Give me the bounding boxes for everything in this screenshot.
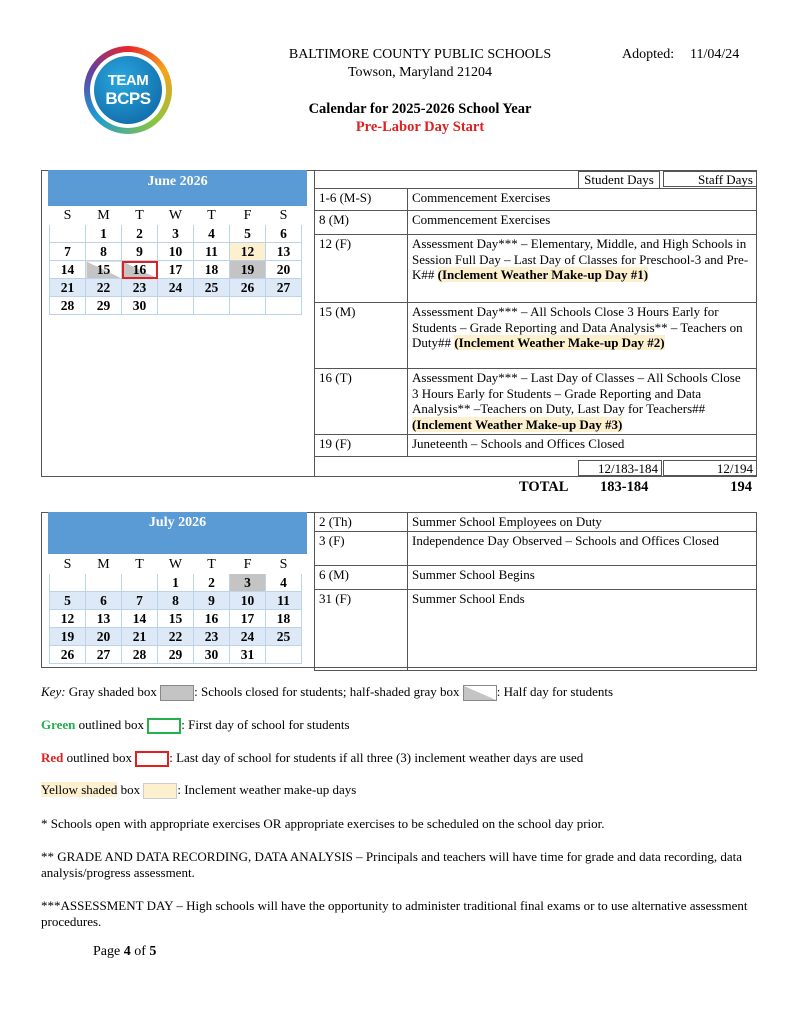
weekday-header: F bbox=[230, 207, 266, 225]
calendar-day-makeup: 12 bbox=[230, 243, 266, 261]
total-staff-days: 194 bbox=[730, 479, 752, 495]
calendar-day: 13 bbox=[266, 243, 302, 261]
event-text: Commencement Exercises bbox=[408, 189, 757, 211]
calendar-day: 10 bbox=[158, 243, 194, 261]
note-triple-asterisk: ***ASSESSMENT DAY – High schools will have the opportunity to administer traditional final exams or to use alternative assessment procedures. bbox=[41, 898, 748, 929]
calendar-day: 23 bbox=[194, 628, 230, 646]
july-month-title: July 2026 bbox=[48, 512, 307, 554]
calendar-day: 21 bbox=[122, 628, 158, 646]
event-text-body: Assessment Day*** – Elementary, Middle, and High Schools in Session Full Day – Last Day of Classes for Preschool-3 and Pre-K## bbox=[412, 236, 749, 282]
event-text-body: Assessment Day*** – Last Day of Classes – All Schools Close 3 Hours Early for Students – Grade Reporting and Data Analysis** –Teachers on Duty, Last Day for Teachers## bbox=[412, 370, 741, 416]
calendar-day bbox=[230, 297, 266, 315]
calendar-day: 25 bbox=[194, 279, 230, 297]
calendar-day: 17 bbox=[158, 261, 194, 279]
event-date: 1-6 (M-S) bbox=[315, 189, 408, 211]
calendar-day: 4 bbox=[266, 574, 302, 592]
calendar-day: 30 bbox=[122, 297, 158, 315]
calendar-day-closed: 19 bbox=[230, 261, 266, 279]
page-total: 5 bbox=[149, 944, 157, 959]
calendar-day: 6 bbox=[266, 225, 302, 243]
calendar-day: 16 bbox=[194, 610, 230, 628]
yellow-swatch bbox=[143, 783, 177, 799]
note-single-asterisk: * Schools open with appropriate exercises OR appropriate exercises to be scheduled on the school day prior. bbox=[41, 816, 605, 831]
july-calendar-grid bbox=[49, 555, 302, 664]
key-green-row bbox=[41, 717, 350, 734]
calendar-day bbox=[122, 574, 158, 592]
makeup-highlight: (Inclement Weather Make-up Day #3) bbox=[412, 416, 623, 432]
page-of: of bbox=[134, 944, 146, 959]
calendar-day: 24 bbox=[230, 628, 266, 646]
calendar-day: 3 bbox=[158, 225, 194, 243]
calendar-title: Calendar for 2025-2026 School Year bbox=[308, 101, 532, 117]
calendar-day: 19 bbox=[50, 628, 86, 646]
weekday-header: M bbox=[86, 556, 122, 574]
total-student-days: 183-184 bbox=[600, 479, 649, 495]
key-yellow-row bbox=[41, 782, 356, 799]
event-text: Summer School Begins bbox=[408, 565, 757, 589]
makeup-highlight: (Inclement Weather Make-up Day #2) bbox=[454, 335, 665, 350]
event-text: Juneteenth – Schools and Offices Closed bbox=[408, 435, 757, 457]
event-date: 2 (Th) bbox=[315, 513, 408, 532]
calendar-day: 17 bbox=[230, 610, 266, 628]
calendar-day: 9 bbox=[122, 243, 158, 261]
calendar-day bbox=[194, 297, 230, 315]
key-yellow-desc: : Inclement weather make-up days bbox=[177, 782, 357, 797]
weekday-header: T bbox=[194, 207, 230, 225]
weekday-header: W bbox=[158, 207, 194, 225]
event-text bbox=[408, 303, 757, 369]
calendar-day bbox=[86, 574, 122, 592]
calendar-day: 24 bbox=[158, 279, 194, 297]
event-date: 19 (F) bbox=[315, 435, 408, 457]
event-date: 6 (M) bbox=[315, 565, 408, 589]
org-city: Towson, Maryland 21204 bbox=[347, 65, 493, 80]
june-calendar-grid bbox=[49, 206, 302, 315]
weekday-header: S bbox=[50, 556, 86, 574]
key-yellow-word: Yellow shaded bbox=[41, 782, 118, 797]
calendar-day: 27 bbox=[86, 646, 122, 664]
calendar-day: 18 bbox=[194, 261, 230, 279]
org-name: BALTIMORE COUNTY PUBLIC SCHOOLS bbox=[288, 47, 552, 62]
calendar-day: 10 bbox=[230, 592, 266, 610]
calendar-day: 23 bbox=[122, 279, 158, 297]
key-red-desc: : Last day of school for students if all three (3) inclement weather days are used bbox=[169, 750, 584, 765]
event-date: 3 (F) bbox=[315, 531, 408, 565]
calendar-day: 28 bbox=[122, 646, 158, 664]
calendar-day: 13 bbox=[86, 610, 122, 628]
weekday-header: S bbox=[266, 207, 302, 225]
calendar-day: 25 bbox=[266, 628, 302, 646]
makeup-highlight: (Inclement Weather Make-up Day #1) bbox=[437, 267, 649, 282]
calendar-day: 26 bbox=[50, 646, 86, 664]
key-yellow-text: box bbox=[117, 782, 141, 797]
event-date: 8 (M) bbox=[315, 211, 408, 235]
student-days-header: Student Days bbox=[578, 171, 660, 189]
june-month-title: June 2026 bbox=[48, 170, 307, 206]
calendar-day: 11 bbox=[266, 592, 302, 610]
july-events-table bbox=[314, 512, 757, 671]
key-label: Key: bbox=[41, 684, 66, 699]
adopted-label: Adopted: bbox=[622, 47, 675, 62]
calendar-day: 1 bbox=[158, 574, 194, 592]
weekday-header: M bbox=[86, 207, 122, 225]
calendar-day: 8 bbox=[158, 592, 194, 610]
calendar-day: 6 bbox=[86, 592, 122, 610]
weekday-header: T bbox=[122, 207, 158, 225]
event-date: 15 (M) bbox=[315, 303, 408, 369]
event-text-body: Assessment Day*** – All Schools Close 3 Hours Early for Students – Grade Reporting and Data Analysis** – Teachers on Duty## bbox=[412, 304, 743, 350]
event-date: 31 (F) bbox=[315, 589, 408, 670]
calendar-day: 28 bbox=[50, 297, 86, 315]
logo-line2: BCPS bbox=[105, 89, 151, 108]
note-double-asterisk: ** GRADE AND DATA RECORDING, DATA ANALYSIS – Principals and teachers will have time for grade and data recording, data analysis/progress assessment. bbox=[41, 849, 743, 880]
key-gray-row bbox=[41, 684, 613, 701]
page-footer bbox=[93, 944, 156, 960]
calendar-day: 7 bbox=[50, 243, 86, 261]
event-text: Commencement Exercises bbox=[408, 211, 757, 235]
weekday-header: T bbox=[194, 556, 230, 574]
june-events-table bbox=[314, 188, 757, 457]
calendar-day-closed: 3 bbox=[230, 574, 266, 592]
calendar-day-last: 16 bbox=[122, 261, 158, 279]
calendar-day: 2 bbox=[194, 574, 230, 592]
event-text: Independence Day Observed – Schools and Offices Closed bbox=[408, 531, 757, 565]
calendar-day bbox=[266, 646, 302, 664]
calendar-day: 5 bbox=[230, 225, 266, 243]
event-text bbox=[408, 369, 757, 435]
weekday-header: W bbox=[158, 556, 194, 574]
calendar-day: 26 bbox=[230, 279, 266, 297]
calendar-day: 7 bbox=[122, 592, 158, 610]
calendar-day: 20 bbox=[86, 628, 122, 646]
weekday-header: S bbox=[50, 207, 86, 225]
key-half-desc: : Half day for students bbox=[496, 684, 614, 699]
half-swatch bbox=[463, 685, 497, 701]
staff-days-header: Staff Days bbox=[663, 171, 757, 187]
calendar-day: 12 bbox=[50, 610, 86, 628]
calendar-day: 31 bbox=[230, 646, 266, 664]
calendar-day: 15 bbox=[158, 610, 194, 628]
key-gray-text: Gray shaded box bbox=[68, 684, 157, 699]
event-text: Summer School Ends bbox=[408, 589, 757, 670]
adopted-date: 11/04/24 bbox=[690, 47, 740, 62]
calendar-day: 30 bbox=[194, 646, 230, 664]
logo-line1: TEAM bbox=[107, 72, 149, 89]
calendar-day: 1 bbox=[86, 225, 122, 243]
key-red-text: outlined box bbox=[63, 750, 132, 765]
calendar-day: 11 bbox=[194, 243, 230, 261]
page-number: 4 bbox=[123, 944, 131, 959]
key-green-desc: : First day of school for students bbox=[181, 717, 350, 732]
key-gray-desc: : Schools closed for students; half-shaded gray box bbox=[194, 684, 460, 699]
calendar-day: 21 bbox=[50, 279, 86, 297]
event-date: 16 (T) bbox=[315, 369, 408, 435]
weekday-header: T bbox=[122, 556, 158, 574]
student-subtotal-value: 12/183-184 bbox=[598, 461, 658, 476]
calendar-day: 29 bbox=[86, 297, 122, 315]
event-text bbox=[408, 235, 757, 303]
calendar-day: 5 bbox=[50, 592, 86, 610]
student-days-subtotal bbox=[578, 460, 662, 476]
weekday-header: S bbox=[266, 556, 302, 574]
event-date: 12 (F) bbox=[315, 235, 408, 303]
gray-swatch bbox=[160, 685, 194, 701]
calendar-day bbox=[50, 225, 86, 243]
calendar-day: 14 bbox=[122, 610, 158, 628]
red-swatch bbox=[135, 751, 169, 767]
key-green-text: outlined box bbox=[75, 717, 145, 732]
calendar-day: 9 bbox=[194, 592, 230, 610]
calendar-day: 14 bbox=[50, 261, 86, 279]
calendar-day bbox=[266, 297, 302, 315]
calendar-day: 2 bbox=[122, 225, 158, 243]
calendar-day-half: 15 bbox=[86, 261, 122, 279]
key-red-word: Red bbox=[41, 750, 64, 765]
calendar-day: 18 bbox=[266, 610, 302, 628]
calendar-day: 27 bbox=[266, 279, 302, 297]
key-red-row bbox=[41, 750, 583, 767]
calendar-subtitle: Pre-Labor Day Start bbox=[355, 119, 485, 135]
calendar-day: 29 bbox=[158, 646, 194, 664]
calendar-day: 8 bbox=[86, 243, 122, 261]
key-green-word: Green bbox=[41, 717, 76, 732]
green-swatch bbox=[147, 718, 181, 734]
bcps-logo bbox=[84, 46, 172, 134]
calendar-day bbox=[50, 574, 86, 592]
event-text: Summer School Employees on Duty bbox=[408, 513, 757, 532]
calendar-day: 22 bbox=[86, 279, 122, 297]
total-label: TOTAL bbox=[519, 479, 569, 495]
calendar-day: 20 bbox=[266, 261, 302, 279]
page-label: Page bbox=[93, 944, 121, 959]
calendar-day: 22 bbox=[158, 628, 194, 646]
staff-days-subtotal: 12/194 bbox=[663, 460, 757, 476]
weekday-header: F bbox=[230, 556, 266, 574]
calendar-day: 4 bbox=[194, 225, 230, 243]
calendar-day bbox=[158, 297, 194, 315]
